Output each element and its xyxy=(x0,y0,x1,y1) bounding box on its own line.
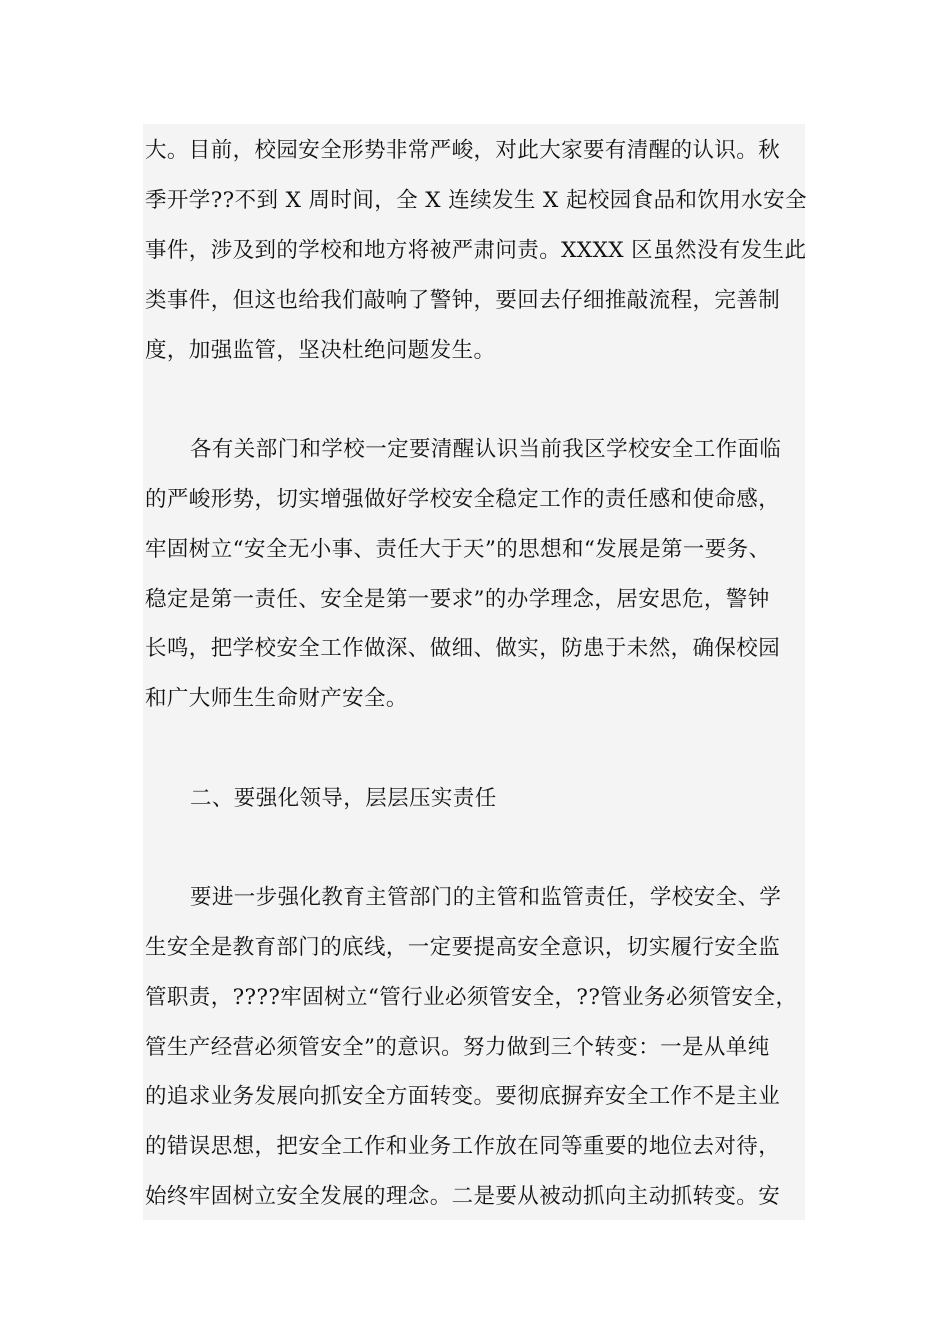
paragraph-3-line-2: 生安全是教育部门的底线，一定要提高安全意识，切实履行安全监 xyxy=(145,935,781,960)
paragraph-2-line-5: 长鸣，把学校安全工作做深、做细、做实，防患于未然，确保校园 xyxy=(145,636,781,661)
paragraph-3-line-3: 管职责，????牢固树立“管行业必须管安全，??管业务必须管安全， xyxy=(145,985,798,1010)
paragraph-1-line-1: 大。目前，校园安全形势非常严峻，对此大家要有清醒的认识。秋 xyxy=(145,138,781,163)
paragraph-1-line-4: 类事件，但这也给我们敲响了警钟，要回去仔细推敲流程，完善制 xyxy=(145,288,781,313)
paragraph-2-line-6: 和广大师生生命财产安全。 xyxy=(145,686,408,711)
paragraph-3-line-4: 管生产经营必须管安全”的意识。努力做到三个转变：一是从单纯 xyxy=(145,1035,770,1060)
paragraph-3-line-1: 要进一步强化教育主管部门的主管和监管责任，学校安全、学 xyxy=(190,885,782,910)
paragraph-1-line-2: 季开学??不到 X 周时间，全 X 连续发生 X 起校园食品和饮用水安全 xyxy=(145,188,807,213)
paragraph-3-line-5: 的追求业务发展向抓安全方面转变。要彻底摒弃安全工作不是主业 xyxy=(145,1084,781,1109)
paragraph-1-line-5: 度，加强监管，坚决杜绝问题发生。 xyxy=(145,338,496,363)
paragraph-3-line-6: 的错误思想，把安全工作和业务工作放在同等重要的地位去对待， xyxy=(145,1134,781,1159)
paragraph-3-line-7: 始终牢固树立安全发展的理念。二是要从被动抓向主动抓转变。安 xyxy=(145,1184,781,1209)
paragraph-2-line-3: 牢固树立“安全无小事、责任大于天”的思想和“发展是第一要务、 xyxy=(145,537,771,562)
paragraph-1-line-3: 事件，涉及到的学校和地方将被严肃问责。XXXX 区虽然没有发生此 xyxy=(145,238,807,263)
paragraph-2-line-4: 稳定是第一责任、安全是第一要求”的办学理念，居安思危，警钟 xyxy=(145,587,770,612)
paragraph-2-line-1: 各有关部门和学校一定要清醒认识当前我区学校安全工作面临 xyxy=(190,437,782,462)
section-heading: 二、要强化领导，层层压实责任 xyxy=(190,786,497,811)
paragraph-2-line-2: 的严峻形势，切实增强做好学校安全稳定工作的责任感和使命感， xyxy=(145,487,781,512)
